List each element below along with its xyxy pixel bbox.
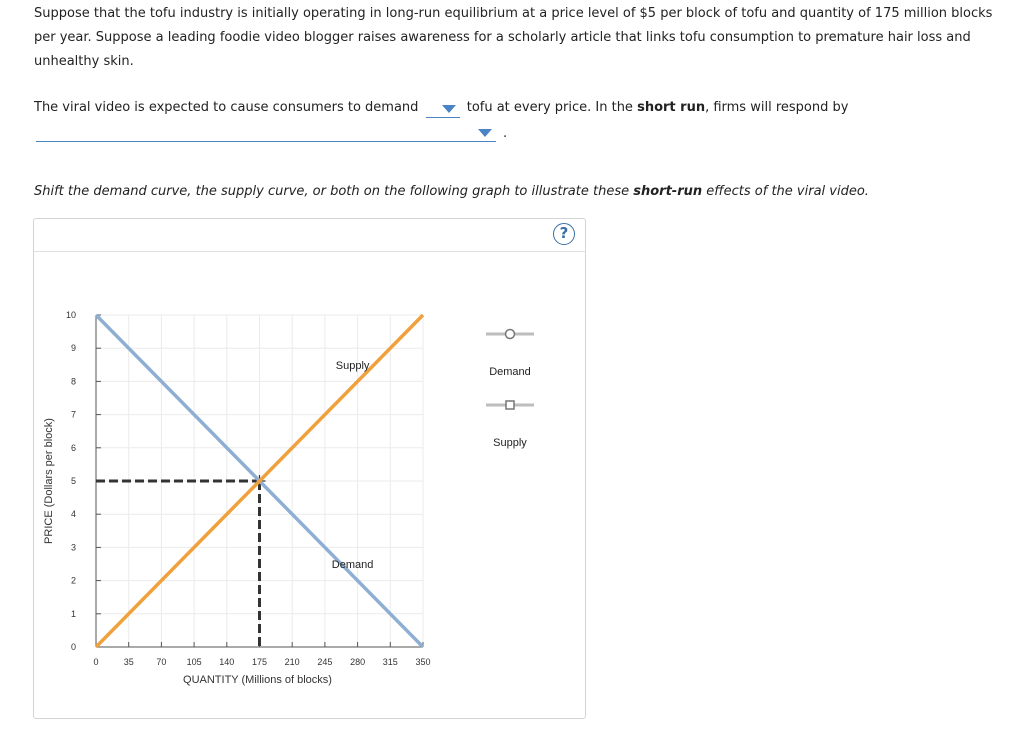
instruction-text-1: Shift the demand curve, the supply curve, or both on the following graph to illustrate these	[34, 184, 630, 199]
demand-curve-label: Demand	[331, 559, 374, 571]
x-tick-label: 245	[317, 657, 333, 667]
y-tick-label: 4	[70, 509, 76, 520]
chevron-down-icon	[442, 105, 456, 113]
y-tick-label: 8	[70, 376, 76, 387]
instruction-bold-short-run: short-run	[633, 184, 703, 199]
x-tick-label: 210	[284, 657, 300, 667]
x-tick-label: 140	[219, 657, 235, 667]
y-tick-label: 7	[70, 409, 76, 420]
question-bold-short-run: short run	[637, 100, 706, 115]
x-tick-label: 0	[93, 657, 99, 667]
supply-curve-label: Supply	[335, 359, 370, 372]
graph-panel	[33, 218, 586, 719]
question-text-3: , firms will respond by	[705, 100, 849, 115]
supply-tool-label: Supply	[493, 437, 527, 449]
y-tick-label: 3	[70, 542, 76, 553]
x-tick-label: 280	[350, 657, 366, 667]
demand-tool-label: Demand	[489, 366, 531, 378]
y-axis-label: PRICE (Dollars per block)	[43, 418, 55, 544]
curve-palette[interactable]	[486, 330, 534, 450]
sentence-period: .	[503, 126, 508, 141]
x-tick-label: 105	[186, 657, 202, 667]
graph-instruction	[34, 184, 869, 199]
question-text-2: tofu at every price. In the	[466, 100, 633, 115]
y-tick-label: 0	[70, 642, 76, 652]
y-tick-label: 10	[65, 310, 76, 320]
chevron-down-icon	[478, 129, 492, 137]
supply-tool-square-icon[interactable]	[506, 401, 514, 409]
help-icon[interactable]: ?	[553, 223, 575, 245]
instruction-text-2: effects of the viral video.	[706, 184, 869, 199]
firm-response-dropdown[interactable]	[36, 124, 496, 142]
question-sentence	[34, 98, 848, 118]
y-tick-label: 2	[70, 575, 76, 586]
x-tick-label: 315	[382, 657, 398, 667]
x-axis-label: QUANTITY (Millions of blocks)	[183, 674, 332, 686]
x-tick-label: 175	[251, 657, 268, 667]
supply-demand-chart	[34, 219, 585, 718]
x-tick-label: 70	[156, 657, 167, 667]
problem-intro: Suppose that the tofu industry is initially operating in long-run equilibrium at a price level of $5 per block of tofu and quantity of 175 million blocks per year. Suppose a leading foodie video blogger raises awareness for a scholarly article that links tofu consumption to premature hair loss and unhealthy skin.	[34, 6, 993, 69]
y-tick-label: 5	[70, 476, 76, 486]
y-tick-label: 6	[70, 442, 76, 453]
demand-change-dropdown[interactable]	[426, 99, 460, 118]
y-tick-label: 1	[70, 608, 76, 619]
y-tick-label: 9	[70, 343, 76, 354]
x-tick-label: 35	[123, 657, 134, 667]
x-tick-label: 350	[415, 657, 431, 667]
question-text-1: The viral video is expected to cause consumers to demand	[34, 100, 419, 115]
demand-tool-circle-icon[interactable]	[506, 330, 515, 339]
